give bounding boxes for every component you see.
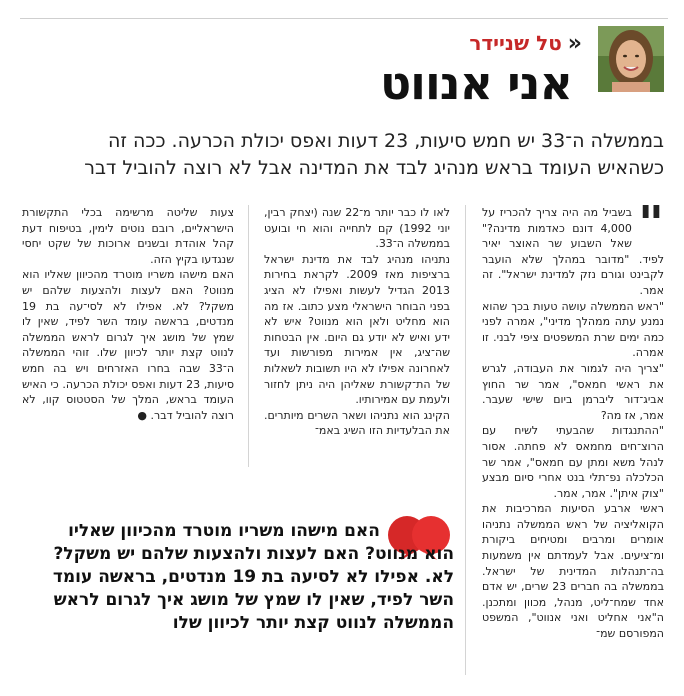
subtitle-line: כשהאיש העומד בראש מנהיג לבד את המדינה אבל לא רוצה להוביל דבר <box>84 157 664 179</box>
paragraph: בשביל מה היה צריך להכריז על 4,000 דונם כאדמות מדינה?" שאל השבוע שר האוצר יאיר לפיד. "מדובר במהלך שלא הועבר לקבינט וגורם נזק למדינת ישראל". זה אמר. <box>482 206 664 297</box>
paragraph: נתניהו מנהיג לבד את מדינת ישראל ברציפות מאז 2009. לקראת בחירות 2013 הגדיל לעשות ואפילו לא הציג בפני הבוחר הישראלי מצע כתוב. אז מה הוא מחליט ולאן הוא מנווט? איש לא ידע ואיש לא יודע גם היום. אין הבטחות שה־ציג, אין אמירות מפורשות ועד לאחרונה אפילו לא היו תשובות לשאלות של הת־קשורת שאליהן היה ניתן לחזור ולעמת עם אמירותיו. <box>264 252 450 407</box>
subtitle-line: בממשלה ה־33 יש חמש סיעות, 23 דעות ואפס יכולת הכרעה. ככה זה <box>107 130 664 152</box>
end-mark-icon: ● <box>137 408 147 422</box>
column-divider <box>465 205 466 675</box>
author-photo <box>598 26 664 92</box>
top-divider <box>20 18 668 19</box>
column-divider <box>248 205 249 467</box>
pull-quote-line: השר לפיד, שאין לו שמץ של מושג איך לגרום לראש <box>53 590 454 610</box>
subtitle <box>24 128 664 182</box>
pull-quote-line: הממשלה לנווט קצת יותר לכיוון שלו <box>172 613 454 633</box>
chevrons-icon: « <box>567 31 582 56</box>
article-column-3 <box>22 205 234 467</box>
pull-quote-line: לא. אפילו לא לסיעה בת 19 מנדטים, בראשה עומד <box>52 567 454 587</box>
author-name: טל שניידר <box>469 31 562 55</box>
paragraph-text: האם מישהו משריו מוטרד מהכיוון שאליו הוא מנווט? האם לעצות ולהצעות שלהם יש משקל? לא. אפילו לא לסי־עה בת 19 מנדטים, בראשה עומד השר לפיד, שאין לו שמץ של מושג איך לגרום לראש הממשלה לנווט קצת יותר לכיוון שלו. זוהי הממשלה ה־33 שבה בחרו האזרחים ויש בה חמש סיעות, 23 דעות ואפס יכולת הכרעה. כי האיש העומד בראש, המלך של הסטטוס קוו, לא רוצה להוביל דבר. <box>22 268 234 422</box>
paragraph: "צריך היה לגמור את העבודה, לגרש את ראשי חמאס", אמר שר החוץ אביג־דור ליברמן ביום שישי שעבר. אמר, אז מה? <box>482 361 664 422</box>
headline: אני אנווט <box>379 56 572 110</box>
author-byline <box>469 31 582 56</box>
paragraph: "ההתנגדות שהבעתי לשיח עם הרוצ־חים מחמאס לא פחתה. אסור לנהל משא ומתן עם חמאס", אמר שר הכלכלה נפ־תלי בנט אחרי סיום מבצע "צוק איתן". אמר, אמר. <box>482 424 664 500</box>
paragraph: "ראש הממשלה עושה טעות בכך שהוא נמנע עתה ממהלך מדיני", אמרה לפני כמה ימים שרת המשפטים ציפי לבני. זו אמרה. <box>482 299 664 360</box>
pull-quote <box>34 520 454 635</box>
paragraph <box>22 267 234 423</box>
article-column-1 <box>482 205 664 675</box>
paragraph: צעות שליטה מרשימה בכלי התקשורת הישראליים, רובם נוטים לימין, בטיפוח דעת קהל אוהדת ובשנים ארוכות של שקט יחסי שנגדעו בקיץ הזה. <box>22 206 234 266</box>
paragraph: ראשי ארבע הסיעות המרכיבות את הקואליציה של ראש הממשלה נתניהו אומרים ומרבים ומטיחים ביקורת ומ־ציעים. אבל לעמדתם אין משמעות בה־תנהלות המדינית של ישראל. בממשלה בה חברים 23 שרים, יש אדם אחד שמח־ליט, מנהל, מכוון ומתכנן. ה"אני אחליט ואני אנווט", המשפט המפורסם שמ־ <box>482 502 664 641</box>
quote-mark-icon: " <box>637 205 664 253</box>
paragraph: לאו לו כבר יותר מ־22 שנה (יצחק רבין, יוני 1992) קם לתחייה והוא חי ובועט בממשלה ה־33. <box>264 206 450 251</box>
pull-quote-line: הוא מנווט? האם לעצות ולהצעות שלהם יש משקל? <box>53 544 454 564</box>
pull-quote-line: האם מישהו משריו מוטרד מהכיוון שאליו <box>68 521 380 541</box>
paragraph: הקינג הוא נתניהו ושאר השרים מיותרים. את הבלעדיות הזו השיג באמ־ <box>264 408 450 438</box>
article-column-2 <box>264 205 450 467</box>
pull-quote-text <box>34 520 454 635</box>
